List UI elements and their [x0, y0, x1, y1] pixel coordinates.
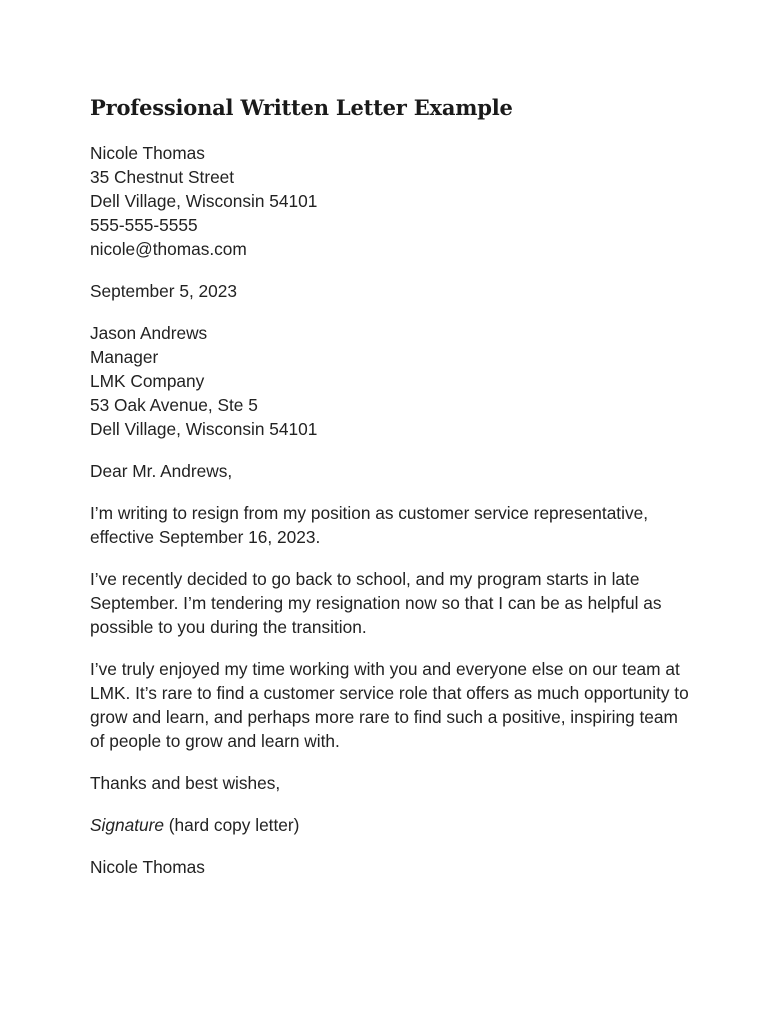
- salutation: Dear Mr. Andrews,: [90, 461, 233, 481]
- recipient-company: LMK Company: [90, 371, 205, 391]
- signature-note: (hard copy letter): [163, 815, 300, 835]
- letter-content: [90, 93, 690, 897]
- sender-street: 35 Chestnut Street: [90, 167, 235, 187]
- recipient-title: Manager: [90, 347, 159, 367]
- body-paragraph: I’m writing to resign from my position as customer service representative, effective September 16, 2023.: [90, 503, 648, 547]
- letter-date: September 5, 2023: [90, 281, 237, 301]
- recipient-street: 53 Oak Avenue, Ste 5: [90, 395, 258, 415]
- body-paragraph: I’ve truly enjoyed my time working with you and everyone else on our team at LMK. It’s rare to find a customer service role that offers as much opportunity to grow and learn, and perhaps more rare to find such a positive, inspiring team of people to grow and learn with.: [90, 659, 689, 751]
- signature-line: [90, 813, 690, 837]
- recipient-name: Jason Andrews: [90, 323, 208, 343]
- sender-address-block: [90, 141, 690, 261]
- body-paragraph: I’ve recently decided to go back to school, and my program starts in late September. I’m tendering my resignation now so that I can be as helpful as possible to you during the transition.: [90, 569, 662, 637]
- sender-city: Dell Village, Wisconsin 54101: [90, 191, 318, 211]
- signer-name: Nicole Thomas: [90, 857, 205, 877]
- sender-name: Nicole Thomas: [90, 143, 205, 163]
- sender-email: nicole@thomas.com: [90, 239, 247, 259]
- signature-word: Signature: [90, 815, 164, 835]
- recipient-city: Dell Village, Wisconsin 54101: [90, 419, 318, 439]
- closing: Thanks and best wishes,: [90, 773, 281, 793]
- recipient-address-block: [90, 321, 690, 441]
- sender-phone: 555-555-5555: [90, 215, 198, 235]
- letter-title: Professional Written Letter Example: [90, 95, 513, 120]
